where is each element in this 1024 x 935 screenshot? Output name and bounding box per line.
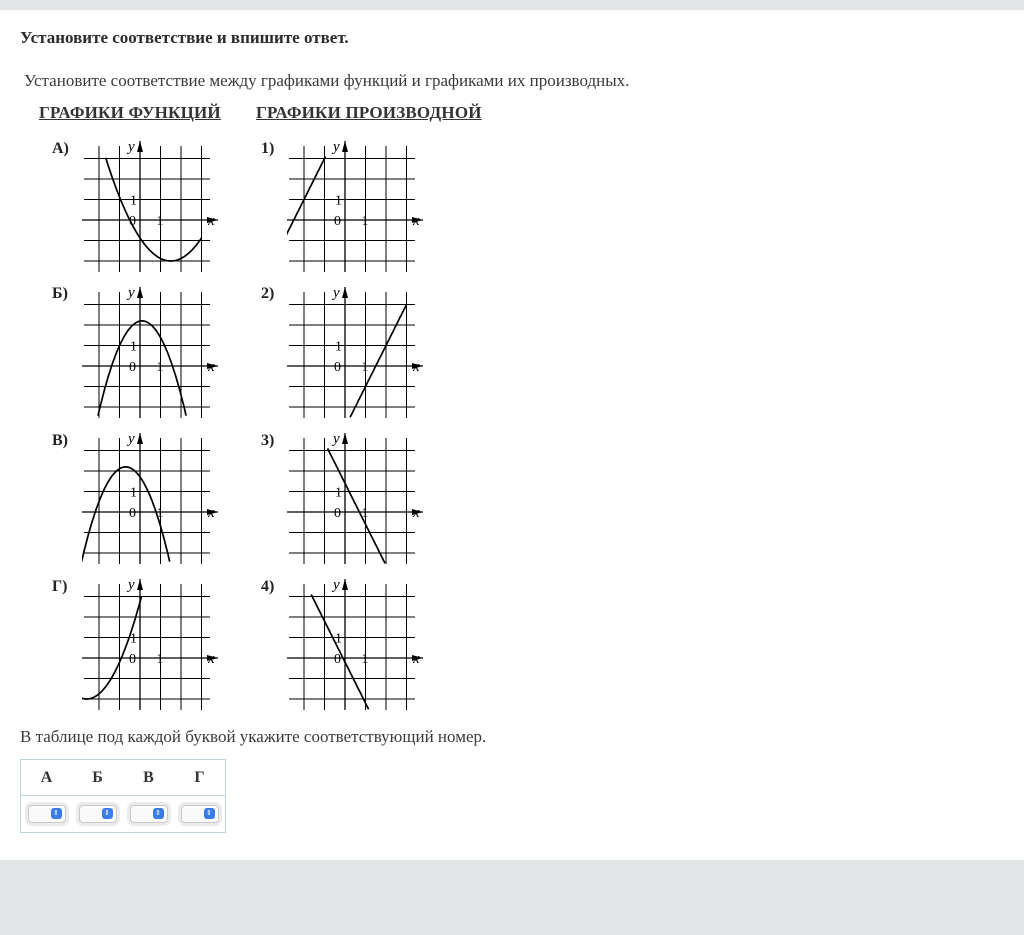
function-label-v: В) bbox=[52, 432, 68, 449]
derivative-label-2: 2) bbox=[261, 285, 275, 302]
answer-cell-b bbox=[72, 796, 123, 833]
graph-curve bbox=[82, 596, 142, 699]
graph-curve bbox=[82, 467, 170, 562]
grid-lines bbox=[82, 438, 210, 564]
origin-label: 0 bbox=[334, 360, 341, 375]
grid-lines bbox=[287, 292, 415, 418]
y-tick-label-1: 1 bbox=[130, 193, 137, 209]
origin-label: 0 bbox=[334, 214, 341, 229]
origin-label: 0 bbox=[334, 652, 341, 667]
y-axis-arrow bbox=[137, 579, 143, 590]
x-tick-label-1: 1 bbox=[156, 652, 164, 667]
origin-label: 0 bbox=[129, 506, 136, 521]
derivative-label-4: 4) bbox=[261, 578, 275, 595]
x-axis-label: x bbox=[208, 359, 215, 375]
y-axis-label: y bbox=[333, 577, 340, 593]
y-axis-arrow bbox=[137, 433, 143, 444]
functions-column-title: ГРАФИКИ ФУНКЦИЙ bbox=[39, 103, 221, 122]
function-graph-a bbox=[82, 138, 222, 274]
graph-curve bbox=[287, 157, 326, 241]
x-tick-label-1: 1 bbox=[156, 360, 164, 375]
y-tick-label-1: 1 bbox=[335, 193, 342, 209]
y-axis-arrow bbox=[342, 433, 348, 444]
select-arrows-icon: ⇕ bbox=[204, 808, 215, 819]
origin-label: 0 bbox=[334, 506, 341, 521]
x-tick-label-1: 1 bbox=[361, 360, 369, 375]
select-arrows-icon: ⇕ bbox=[51, 808, 62, 819]
derivative-label-3: 3) bbox=[261, 432, 275, 449]
graph-curve bbox=[311, 595, 368, 710]
graph-curve bbox=[350, 305, 406, 418]
function-label-a: А) bbox=[52, 140, 69, 157]
answer-select-v[interactable] bbox=[130, 805, 168, 823]
select-arrows-icon: ⇕ bbox=[153, 808, 164, 819]
x-tick-label-1: 1 bbox=[156, 214, 164, 229]
origin-label: 0 bbox=[129, 360, 136, 375]
x-axis-label: x bbox=[413, 505, 420, 521]
y-axis-label: y bbox=[333, 431, 340, 447]
x-axis-label: x bbox=[413, 213, 420, 229]
origin-label: 0 bbox=[129, 214, 136, 229]
answer-select-g[interactable] bbox=[181, 805, 219, 823]
y-axis-arrow bbox=[342, 287, 348, 298]
x-axis-label: x bbox=[208, 213, 215, 229]
x-axis-label: x bbox=[208, 651, 215, 667]
y-tick-label-1: 1 bbox=[130, 339, 137, 355]
function-graph-b bbox=[82, 284, 222, 420]
function-label-b: Б) bbox=[52, 285, 68, 302]
y-tick-label-1: 1 bbox=[335, 339, 342, 355]
y-tick-label-1: 1 bbox=[130, 485, 137, 501]
y-axis-label: y bbox=[333, 285, 340, 301]
select-arrows-icon: ⇕ bbox=[102, 808, 113, 819]
answer-cell-g bbox=[174, 796, 226, 833]
y-axis-arrow bbox=[137, 287, 143, 298]
answer-header-v: В bbox=[123, 760, 174, 796]
answer-cell-a bbox=[21, 796, 73, 833]
x-tick-label-1: 1 bbox=[361, 652, 369, 667]
instruction-text: В таблице под каждой буквой укажите соответствующий номер. bbox=[20, 727, 487, 746]
derivative-label-1: 1) bbox=[261, 140, 275, 157]
y-axis-label: y bbox=[128, 285, 135, 301]
y-tick-label-1: 1 bbox=[335, 631, 342, 647]
y-axis-label: y bbox=[128, 431, 135, 447]
grid-lines bbox=[82, 146, 210, 272]
y-axis-arrow bbox=[137, 141, 143, 152]
origin-label: 0 bbox=[129, 652, 136, 667]
answer-select-a[interactable] bbox=[28, 805, 66, 823]
y-tick-label-1: 1 bbox=[130, 631, 137, 647]
answer-select-b[interactable] bbox=[79, 805, 117, 823]
x-axis-label: x bbox=[208, 505, 215, 521]
derivative-graph-4 bbox=[287, 576, 427, 712]
graph-curve bbox=[106, 158, 202, 261]
grid-lines bbox=[287, 146, 415, 272]
grid-lines bbox=[287, 438, 415, 564]
y-axis-arrow bbox=[342, 141, 348, 152]
graph-curve bbox=[98, 321, 186, 416]
task-intro: Установите соответствие между графиками функций и графиками их производных. bbox=[24, 71, 630, 90]
task-heading: Установите соответствие и впишите ответ. bbox=[20, 28, 349, 47]
derivative-graph-3 bbox=[287, 430, 427, 566]
answer-header-b: Б bbox=[72, 760, 123, 796]
derivatives-column-title: ГРАФИКИ ПРОИЗВОДНОЙ bbox=[256, 103, 482, 122]
x-axis-label: x bbox=[413, 651, 420, 667]
derivative-graph-2 bbox=[287, 284, 427, 420]
x-tick-label-1: 1 bbox=[361, 506, 369, 521]
x-tick-label-1: 1 bbox=[361, 214, 369, 229]
y-axis-label: y bbox=[333, 139, 340, 155]
function-graph-g bbox=[82, 576, 222, 712]
y-axis-arrow bbox=[342, 579, 348, 590]
answer-cell-v bbox=[123, 796, 174, 833]
y-tick-label-1: 1 bbox=[335, 485, 342, 501]
answer-table bbox=[20, 759, 226, 833]
y-axis-label: y bbox=[128, 139, 135, 155]
function-graph-v bbox=[82, 430, 222, 566]
grid-lines bbox=[287, 584, 415, 710]
x-axis-label: x bbox=[413, 359, 420, 375]
answer-header-a: А bbox=[21, 760, 73, 796]
x-tick-label-1: 1 bbox=[156, 506, 164, 521]
answer-header-g: Г bbox=[174, 760, 226, 796]
function-label-g: Г) bbox=[52, 578, 68, 595]
y-axis-label: y bbox=[128, 577, 135, 593]
derivative-graph-1 bbox=[287, 138, 427, 274]
